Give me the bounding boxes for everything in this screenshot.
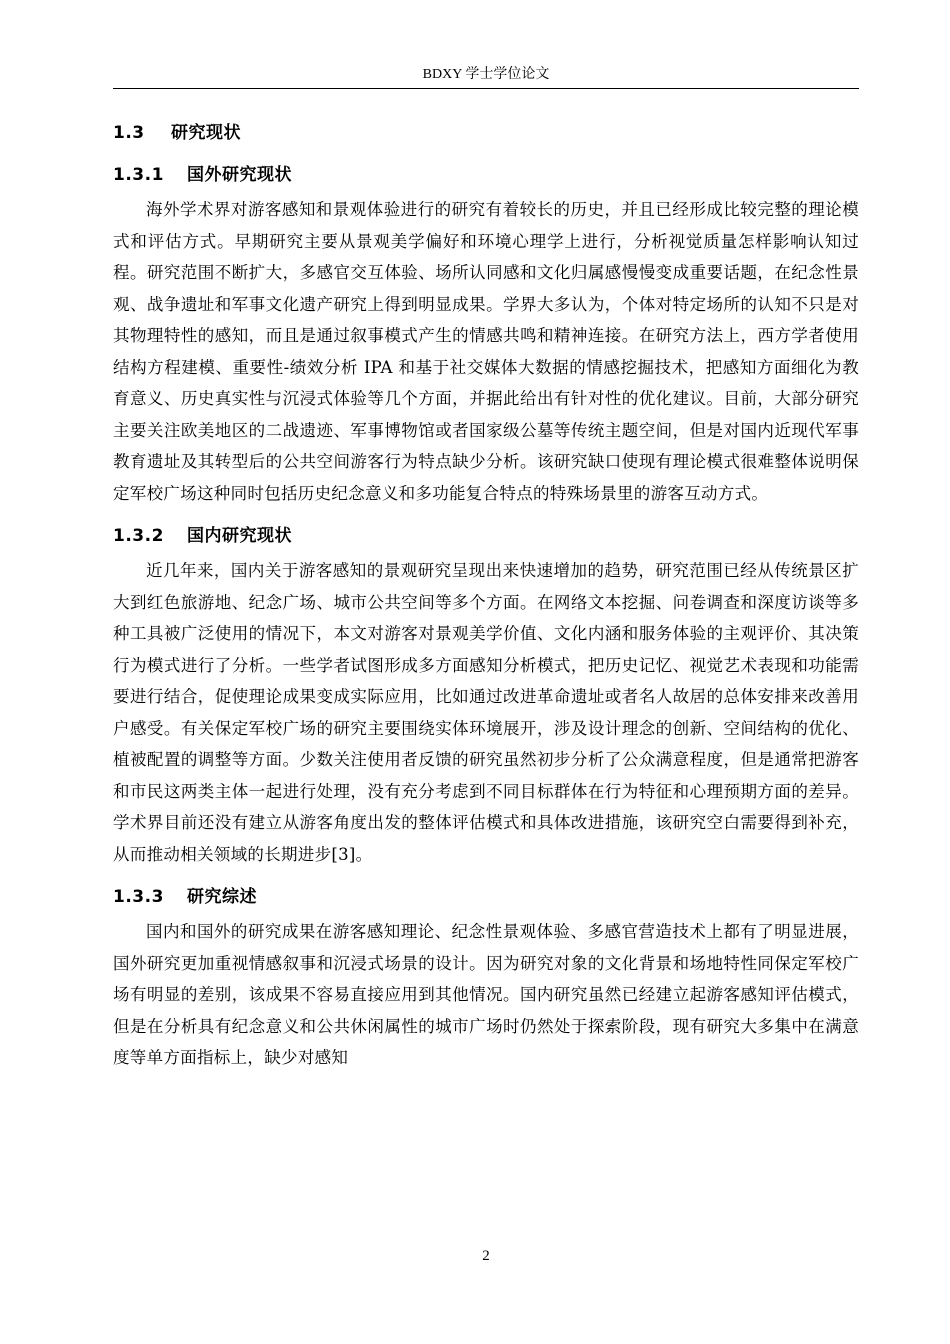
subsection-title: 国内研究现状 [187,526,292,546]
paragraph-foreign-research: 海外学术界对游客感知和景观体验进行的研究有着较长的历史，并且已经形成比较完整的理论模式和评估方式。早期研究主要从景观美学偏好和环境心理学上进行，分析视觉质量怎样影响认知过程。研究范围不断扩大，多感官交互体验、场所认同感和文化归属感慢慢变成重要话题，在纪念性景观、战争遗址和军事文化遗产研究上得到明显成果。学界大多认为，个体对特定场所的认知不只是对其物理特性的感知，而且是通过叙事模式产生的情感共鸣和精神连接。在研究方法上，西方学者使用结构方程建模、重要性-绩效分析 IPA 和基于社交媒体大数据的情感挖掘技术，把感知方面细化为教育意义、历史真实性与沉浸式体验等几个方面，并据此给出有针对性的优化建议。目前，大部分研究主要关注欧美地区的二战遗迹、军事博物馆或者国家级公墓等传统主题空间，但是对国内近现代军事教育遗址及其转型后的公共空间游客行为特点缺少分析。该研究缺口使现有理论模式很难整体说明保定军校广场这种同时包括历史纪念意义和多功能复合特点的特殊场景里的游客互动方式。 [113,200,859,503]
header-rule [113,88,859,89]
page-number: 2 [482,1248,490,1264]
body-column [113,108,859,1074]
subsection-number: 1.3.1 [113,165,164,185]
subsection-number: 1.3.2 [113,526,164,546]
section-heading-1-3 [113,120,859,146]
paragraph-research-review: 国内和国外的研究成果在游客感知理论、纪念性景观体验、多感官营造技术上都有了明显进展，国外研究更加重视情感叙事和沉浸式场景的设计。因为研究对象的文化背景和场地特性同保定军校广场有明显的差别，该成果不容易直接应用到其他情况。国内研究虽然已经建立起游客感知评估模式，但是在分析具有纪念意义和公共休闲属性的城市广场时仍然处于探索阶段，现有研究大多集中在满意度等单方面指标上，缺少对感知 [113,922,859,1067]
paragraph-domestic-research: 近几年来，国内关于游客感知的景观研究呈现出来快速增加的趋势，研究范围已经从传统景区扩大到红色旅游地、纪念广场、城市公共空间等多个方面。在网络文本挖掘、问卷调查和深度访谈等多种工具被广泛使用的情况下，本文对游客对景观美学价值、文化内涵和服务体验的主观评价、其决策行为模式进行了分析。一些学者试图形成多方面感知分析模式，把历史记忆、视觉艺术表现和功能需要进行结合，促使理论成果变成实际应用，比如通过改进革命遗址或者名人故居的总体安排来改善用户感受。有关保定军校广场的研究主要围绕实体环境展开，涉及设计理念的创新、空间结构的优化、植被配置的调整等方面。少数关注使用者反馈的研究虽然初步分析了公众满意程度，但是通常把游客和市民这两类主体一起进行处理，没有充分考虑到不同目标群体在行为特征和心理预期方面的差异。学术界目前还没有建立从游客角度出发的整体评估模式和具体改进措施，该研究空白需要得到补充，从而推动相关领域的长期进步[3]。 [113,561,859,864]
running-header: BDXY 学士学位论文 [422,67,550,82]
subsection-number: 1.3.3 [113,887,164,907]
subsection-heading-1-3-1 [113,162,859,188]
subsection-heading-1-3-2 [113,523,859,549]
section-number: 1.3 [113,123,145,143]
section-title: 研究现状 [171,123,241,143]
subsection-title: 研究综述 [187,887,257,907]
subsection-title: 国外研究现状 [187,165,292,185]
subsection-heading-1-3-3 [113,884,859,910]
